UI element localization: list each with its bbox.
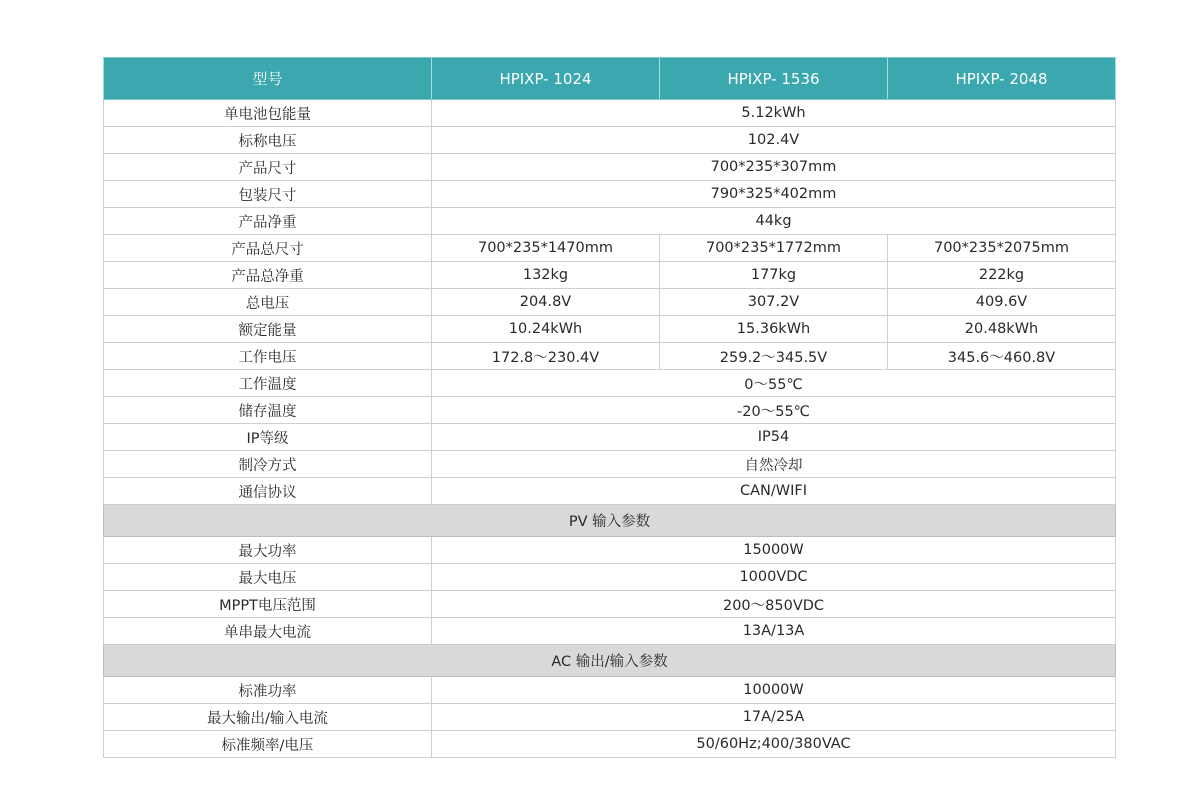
spec-row (104, 154, 1116, 181)
spec-row (104, 591, 1116, 618)
spec-row (104, 424, 1116, 451)
spec-row (104, 100, 1116, 127)
spec-value-model-2: 307.2V (660, 289, 888, 316)
spec-value-model-3: 409.6V (888, 289, 1116, 316)
spec-value-model-1: 10.24kWh (432, 316, 660, 343)
spec-value-model-3: 20.48kWh (888, 316, 1116, 343)
spec-value-model-2: 177kg (660, 262, 888, 289)
spec-value-model-1: 132kg (432, 262, 660, 289)
spec-table (103, 57, 1116, 758)
spec-label: 通信协议 (104, 478, 432, 505)
spec-label: 单电池包能量 (104, 100, 432, 127)
spec-label: 额定能量 (104, 316, 432, 343)
spec-value: 44kg (432, 208, 1116, 235)
spec-value: 1000VDC (432, 564, 1116, 591)
spec-value-model-2: 15.36kWh (660, 316, 888, 343)
spec-row (104, 235, 1116, 262)
model-1024-header: HPIXP- 1024 (432, 58, 660, 100)
spec-value: 0～55℃ (432, 370, 1116, 397)
spec-row (104, 208, 1116, 235)
spec-row (104, 704, 1116, 731)
spec-row (104, 451, 1116, 478)
spec-row (104, 564, 1116, 591)
spec-value: CAN/WIFI (432, 478, 1116, 505)
spec-value: 13A/13A (432, 618, 1116, 645)
spec-row (104, 397, 1116, 424)
spec-row (104, 343, 1116, 370)
spec-value: 5.12kWh (432, 100, 1116, 127)
spec-label: 包装尺寸 (104, 181, 432, 208)
spec-value-model-1: 172.8～230.4V (432, 343, 660, 370)
spec-row (104, 731, 1116, 758)
spec-value-model-3: 345.6～460.8V (888, 343, 1116, 370)
section-title: AC 输出/输入参数 (104, 645, 1116, 677)
spec-label: IP等级 (104, 424, 432, 451)
header-label: 型号 (104, 58, 432, 100)
spec-value-model-2: 700*235*1772mm (660, 235, 888, 262)
spec-row (104, 370, 1116, 397)
spec-label: MPPT电压范围 (104, 591, 432, 618)
spec-label: 产品净重 (104, 208, 432, 235)
section-row (104, 505, 1116, 537)
model-1536-header: HPIXP- 1536 (660, 58, 888, 100)
spec-label: 标准频率/电压 (104, 731, 432, 758)
spec-label: 产品尺寸 (104, 154, 432, 181)
spec-row (104, 181, 1116, 208)
spec-value-model-3: 222kg (888, 262, 1116, 289)
spec-row (104, 618, 1116, 645)
spec-label: 最大功率 (104, 537, 432, 564)
spec-label: 最大输出/输入电流 (104, 704, 432, 731)
spec-row (104, 127, 1116, 154)
spec-label: 产品总尺寸 (104, 235, 432, 262)
spec-value: 15000W (432, 537, 1116, 564)
spec-value: 200～850VDC (432, 591, 1116, 618)
spec-label: 工作电压 (104, 343, 432, 370)
section-title: PV 输入参数 (104, 505, 1116, 537)
spec-value-model-3: 700*235*2075mm (888, 235, 1116, 262)
spec-value-model-1: 204.8V (432, 289, 660, 316)
spec-row (104, 478, 1116, 505)
spec-label: 标准功率 (104, 677, 432, 704)
table-body (104, 100, 1116, 758)
spec-value: -20～55℃ (432, 397, 1116, 424)
header-row (104, 58, 1116, 100)
spec-value: 102.4V (432, 127, 1116, 154)
spec-row (104, 677, 1116, 704)
spec-row (104, 316, 1116, 343)
model-2048-header: HPIXP- 2048 (888, 58, 1116, 100)
spec-label: 标称电压 (104, 127, 432, 154)
spec-label: 储存温度 (104, 397, 432, 424)
spec-label: 单串最大电流 (104, 618, 432, 645)
spec-value: 自然冷却 (432, 451, 1116, 478)
spec-value: 17A/25A (432, 704, 1116, 731)
spec-value: IP54 (432, 424, 1116, 451)
spec-value: 10000W (432, 677, 1116, 704)
section-row (104, 645, 1116, 677)
spec-label: 最大电压 (104, 564, 432, 591)
spec-row (104, 262, 1116, 289)
spec-label: 工作温度 (104, 370, 432, 397)
spec-value: 790*325*402mm (432, 181, 1116, 208)
spec-value-model-1: 700*235*1470mm (432, 235, 660, 262)
table-header (104, 58, 1116, 100)
spec-value-model-2: 259.2～345.5V (660, 343, 888, 370)
spec-label: 产品总净重 (104, 262, 432, 289)
spec-row (104, 289, 1116, 316)
spec-label: 制冷方式 (104, 451, 432, 478)
spec-label: 总电压 (104, 289, 432, 316)
spec-row (104, 537, 1116, 564)
spec-value: 50/60Hz;400/380VAC (432, 731, 1116, 758)
spec-value: 700*235*307mm (432, 154, 1116, 181)
